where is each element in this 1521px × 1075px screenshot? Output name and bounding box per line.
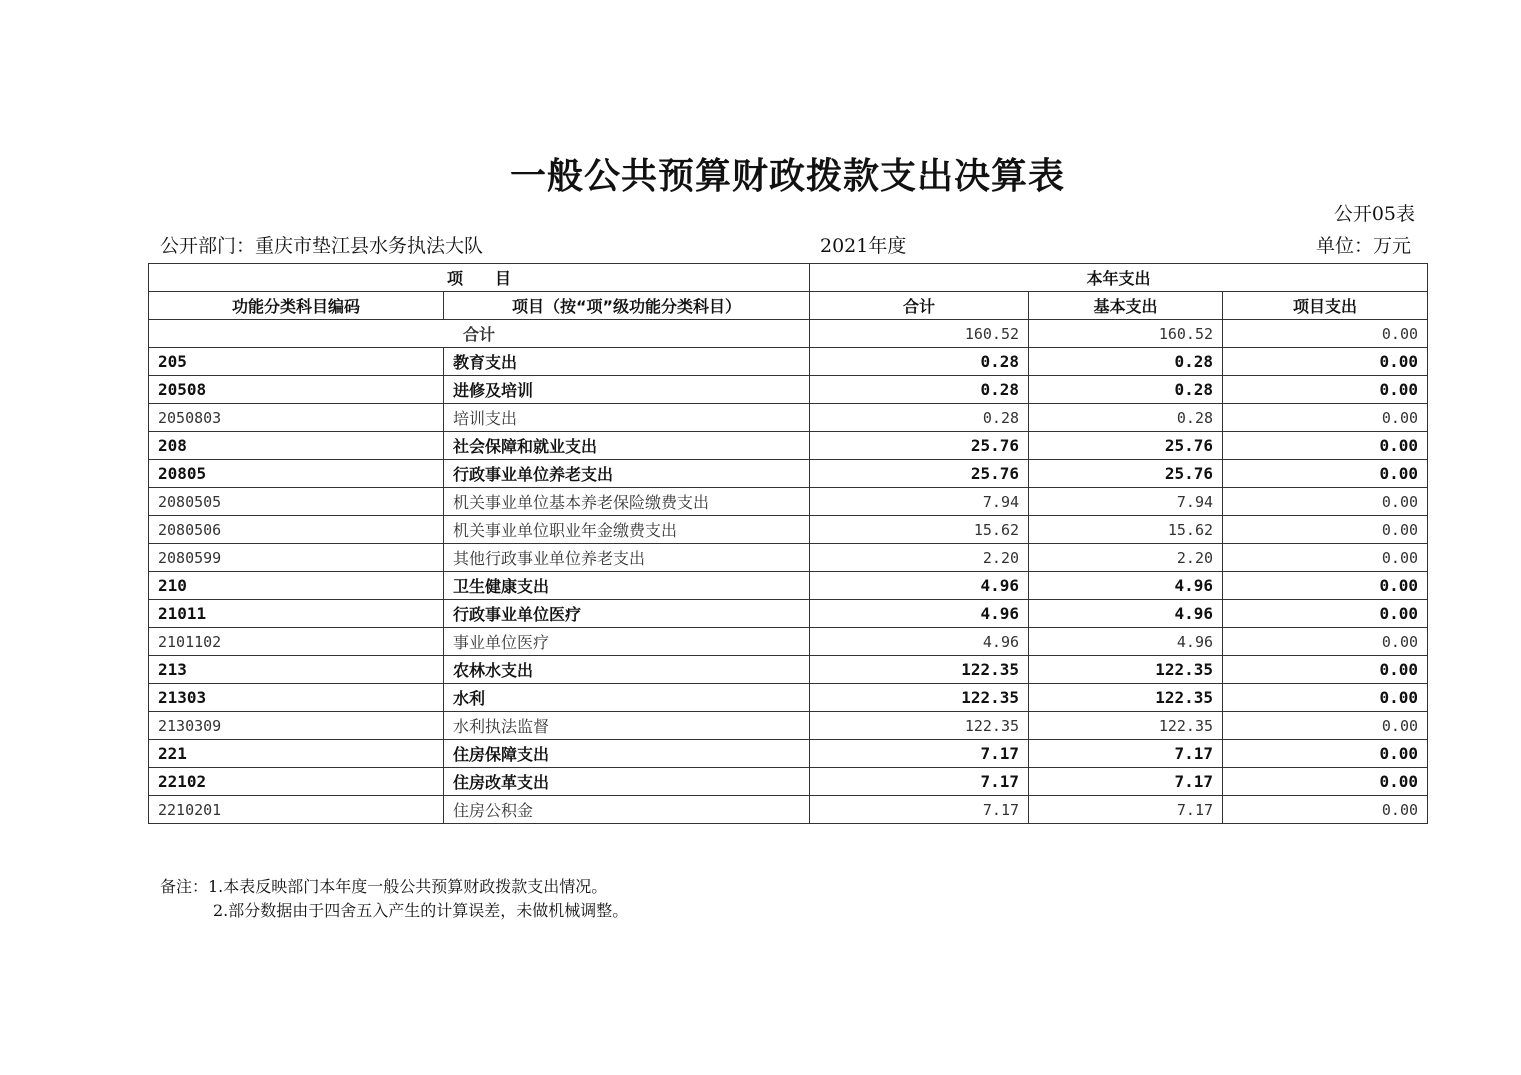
- note-line-1: 备注：1.本表反映部门本年度一般公共预算财政拨款支出情况。: [160, 877, 608, 896]
- project-cell: 0.00: [1223, 600, 1428, 628]
- total-cell: 122.35: [810, 712, 1029, 740]
- name-cell: 机关事业单位职业年金缴费支出: [444, 516, 810, 544]
- basic-cell: 25.76: [1029, 460, 1223, 488]
- code-cell: 2080505: [149, 488, 444, 516]
- name-cell: 培训支出: [444, 404, 810, 432]
- code-cell: 221: [149, 740, 444, 768]
- header-code: 功能分类科目编码: [149, 292, 444, 320]
- project-cell: 0.00: [1223, 740, 1428, 768]
- name-cell: 行政事业单位养老支出: [444, 460, 810, 488]
- table-row: [149, 348, 1428, 376]
- table-row: [149, 740, 1428, 768]
- table-row: [149, 796, 1428, 824]
- header-total: 合计: [810, 292, 1029, 320]
- basic-cell: 160.52: [1029, 320, 1223, 348]
- total-cell: 160.52: [810, 320, 1029, 348]
- code-cell: 213: [149, 656, 444, 684]
- project-cell: 0.00: [1223, 628, 1428, 656]
- project-cell: 0.00: [1223, 712, 1428, 740]
- name-cell: 行政事业单位医疗: [444, 600, 810, 628]
- basic-cell: 122.35: [1029, 656, 1223, 684]
- project-cell: 0.00: [1223, 404, 1428, 432]
- project-cell: 0.00: [1223, 544, 1428, 572]
- total-cell: 7.17: [810, 768, 1029, 796]
- total-cell: 0.28: [810, 376, 1029, 404]
- code-cell: 2101102: [149, 628, 444, 656]
- name-cell: 其他行政事业单位养老支出: [444, 544, 810, 572]
- code-cell: 205: [149, 348, 444, 376]
- code-cell: 2080506: [149, 516, 444, 544]
- total-cell: 122.35: [810, 656, 1029, 684]
- project-cell: 0.00: [1223, 320, 1428, 348]
- table-row: [149, 516, 1428, 544]
- name-cell: 住房保障支出: [444, 740, 810, 768]
- header-item-group: 项 目: [149, 264, 810, 292]
- basic-cell: 15.62: [1029, 516, 1223, 544]
- fiscal-year: 2021年度: [820, 235, 907, 257]
- name-cell: 农林水支出: [444, 656, 810, 684]
- code-cell: 2080599: [149, 544, 444, 572]
- project-cell: 0.00: [1223, 460, 1428, 488]
- total-cell: 4.96: [810, 628, 1029, 656]
- code-cell: 2210201: [149, 796, 444, 824]
- code-cell: 2130309: [149, 712, 444, 740]
- page-title: 一般公共预算财政拨款支出决算表: [509, 156, 1065, 197]
- basic-cell: 122.35: [1029, 684, 1223, 712]
- header-project: 项目支出: [1223, 292, 1428, 320]
- project-cell: 0.00: [1223, 516, 1428, 544]
- basic-cell: 0.28: [1029, 404, 1223, 432]
- basic-cell: 7.17: [1029, 768, 1223, 796]
- basic-cell: 4.96: [1029, 600, 1223, 628]
- code-cell: 208: [149, 432, 444, 460]
- project-cell: 0.00: [1223, 684, 1428, 712]
- total-cell: 4.96: [810, 600, 1029, 628]
- total-cell: 7.94: [810, 488, 1029, 516]
- expenditure-table: [148, 263, 1428, 824]
- total-cell: 122.35: [810, 684, 1029, 712]
- name-cell: 进修及培训: [444, 376, 810, 404]
- header-name: 项目（按“项”级功能分类科目）: [444, 292, 810, 320]
- total-cell: 0.28: [810, 404, 1029, 432]
- name-cell: 住房改革支出: [444, 768, 810, 796]
- total-label: 合计: [149, 320, 810, 348]
- name-cell: 水利执法监督: [444, 712, 810, 740]
- project-cell: 0.00: [1223, 432, 1428, 460]
- table-row: [149, 488, 1428, 516]
- table-row: [149, 712, 1428, 740]
- project-cell: 0.00: [1223, 572, 1428, 600]
- code-cell: 20508: [149, 376, 444, 404]
- project-cell: 0.00: [1223, 656, 1428, 684]
- header-expense-group: 本年支出: [810, 264, 1428, 292]
- basic-cell: 0.28: [1029, 348, 1223, 376]
- total-cell: 4.96: [810, 572, 1029, 600]
- basic-cell: 7.17: [1029, 740, 1223, 768]
- name-cell: 事业单位医疗: [444, 628, 810, 656]
- code-cell: 20805: [149, 460, 444, 488]
- basic-cell: 7.17: [1029, 796, 1223, 824]
- code-cell: 22102: [149, 768, 444, 796]
- header-basic: 基本支出: [1029, 292, 1223, 320]
- name-cell: 教育支出: [444, 348, 810, 376]
- project-cell: 0.00: [1223, 348, 1428, 376]
- basic-cell: 122.35: [1029, 712, 1223, 740]
- table-row: [149, 656, 1428, 684]
- code-cell: 21011: [149, 600, 444, 628]
- basic-cell: 7.94: [1029, 488, 1223, 516]
- total-cell: 7.17: [810, 796, 1029, 824]
- project-cell: 0.00: [1223, 768, 1428, 796]
- total-cell: 2.20: [810, 544, 1029, 572]
- table-row: [149, 628, 1428, 656]
- form-number: 公开05表: [1333, 203, 1415, 225]
- total-cell: 7.17: [810, 740, 1029, 768]
- project-cell: 0.00: [1223, 376, 1428, 404]
- basic-cell: 0.28: [1029, 376, 1223, 404]
- code-cell: 2050803: [149, 404, 444, 432]
- project-cell: 0.00: [1223, 796, 1428, 824]
- table-row: [149, 600, 1428, 628]
- total-cell: 15.62: [810, 516, 1029, 544]
- total-cell: 25.76: [810, 460, 1029, 488]
- basic-cell: 4.96: [1029, 628, 1223, 656]
- name-cell: 社会保障和就业支出: [444, 432, 810, 460]
- total-row: [149, 320, 1428, 348]
- name-cell: 水利: [444, 684, 810, 712]
- basic-cell: 25.76: [1029, 432, 1223, 460]
- basic-cell: 4.96: [1029, 572, 1223, 600]
- total-cell: 0.28: [810, 348, 1029, 376]
- project-cell: 0.00: [1223, 488, 1428, 516]
- total-cell: 25.76: [810, 432, 1029, 460]
- code-cell: 210: [149, 572, 444, 600]
- table-row: [149, 768, 1428, 796]
- basic-cell: 2.20: [1029, 544, 1223, 572]
- name-cell: 住房公积金: [444, 796, 810, 824]
- notes: [160, 875, 628, 923]
- table-row: [149, 376, 1428, 404]
- table-row: [149, 572, 1428, 600]
- note-line-2: 2.部分数据由于四舍五入产生的计算误差，未做机械调整。: [213, 901, 629, 920]
- table-row: [149, 432, 1428, 460]
- code-cell: 21303: [149, 684, 444, 712]
- name-cell: 卫生健康支出: [444, 572, 810, 600]
- table-row: [149, 460, 1428, 488]
- unit-label: 单位：万元: [1315, 235, 1411, 257]
- name-cell: 机关事业单位基本养老保险缴费支出: [444, 488, 810, 516]
- department-label: 公开部门：重庆市垫江县水务执法大队: [160, 235, 484, 257]
- table-row: [149, 544, 1428, 572]
- table-row: [149, 404, 1428, 432]
- table-row: [149, 684, 1428, 712]
